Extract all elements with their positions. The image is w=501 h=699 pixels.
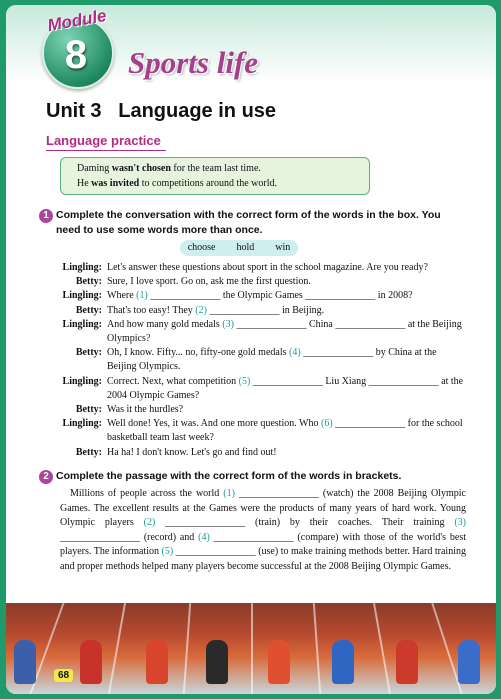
sprinter [332, 640, 354, 684]
speaker-name: Betty: [75, 276, 102, 288]
text-run: ______________ China ______________ at the Beijing Olympics? [107, 318, 462, 345]
speaker-name: Lingling: [62, 418, 102, 430]
blank-number: (1) [223, 488, 235, 499]
sprinter [396, 640, 418, 684]
speaker-name: Lingling: [62, 290, 102, 302]
utterance [107, 403, 464, 417]
sprinters-photo [6, 603, 496, 694]
text-run: to competitions around the world. [139, 178, 277, 189]
sprinter [206, 640, 228, 684]
dialog-line [46, 261, 464, 275]
speaker-name: Betty: [75, 347, 102, 359]
dialog-line [46, 446, 464, 460]
blank-number: (4) [289, 347, 301, 359]
utterance [107, 261, 464, 275]
utterance [107, 417, 464, 445]
text-run: Sure, I love sport. Go on, ask me the first question. [107, 276, 311, 288]
track-lane-line [183, 603, 191, 694]
textbook-page [6, 5, 496, 694]
module-title: Sports life [128, 45, 259, 80]
text-run: That's too easy! They [107, 304, 196, 316]
text-run: And how many gold medals [107, 318, 223, 330]
exercise-1-instruction [56, 208, 466, 238]
utterance [107, 446, 464, 460]
blank-number: (3) [222, 318, 234, 330]
blank-number: (2) [143, 517, 156, 529]
section-title: Language practice [46, 133, 161, 148]
utterance [107, 375, 464, 403]
dialog-line [46, 318, 464, 346]
speaker-name: Betty: [75, 404, 102, 416]
speaker-name: Lingling: [62, 262, 102, 273]
text-run: Where [107, 290, 137, 302]
utterance [107, 318, 464, 346]
exercise-1-instruction-line-1: Complete the conversation with the correct form of the words in the box. You [56, 209, 441, 221]
example-line-2 [77, 176, 369, 191]
text-run: for the team last time. [170, 163, 261, 174]
sprinter [80, 640, 102, 684]
sprinter [268, 640, 290, 684]
utterance [107, 289, 464, 303]
speaker-name: Betty: [75, 446, 102, 458]
speaker-name: Betty: [75, 304, 102, 316]
blank-number: (5) [238, 375, 251, 387]
utterance [107, 346, 464, 374]
dialog-line [46, 403, 464, 417]
dialog-line [46, 346, 464, 374]
text-run: He [77, 178, 92, 189]
exercise-2-instruction: Complete the passage with the correct form of the words in brackets. [56, 470, 402, 482]
dialog-line [46, 275, 464, 289]
track-lane-line [108, 603, 126, 694]
dialog-line [46, 375, 464, 403]
blank-number: (3) [454, 517, 466, 529]
utterance [107, 275, 464, 289]
blank-number: (5) [161, 546, 174, 558]
blank-number: (1) [136, 290, 148, 302]
text-run: Well done! Yes, it was. And one more question. Who [107, 418, 321, 430]
text-run: ______________ Liu Xiang ______________ at the 2004 Olympic Games? [107, 375, 464, 401]
word-box: choose hold win [180, 240, 298, 256]
emphasis-text: wasn't chosen [111, 163, 171, 174]
exercise-1-number: 1 [39, 209, 53, 223]
blank-number: (6) [321, 418, 333, 430]
dialog-line [46, 289, 464, 303]
unit-title: Unit 3 Language in use [46, 100, 277, 122]
exercise-2-passage [60, 487, 466, 575]
text-run: ______________ by China at the Beijing Olympics. [107, 347, 437, 373]
blank-number: (4) [198, 531, 210, 543]
dialog-line [46, 304, 464, 318]
text-run: ________________ (compare) with those of the world's best players. The information [60, 531, 466, 558]
speaker-name: Lingling: [62, 318, 102, 330]
speaker-name: Lingling: [62, 375, 102, 387]
text-run: ______________ the Olympic Games ______________ in 2008? [147, 290, 413, 302]
text-run: ________________ (watch) the 2008 Beijing Olympic Games. The excellent results at the Games were the products of many years of hard work. Young Olympic players [60, 488, 466, 529]
blank-number: (2) [195, 304, 207, 316]
exercise-1-instruction-line-2: need to use some words more than once. [56, 224, 263, 236]
track-lane-line [373, 603, 391, 694]
sprinter [14, 640, 36, 684]
example-line-1 [77, 161, 369, 176]
utterance [107, 304, 464, 318]
module-number: 8 [64, 33, 88, 77]
sprinter [458, 640, 480, 684]
text-run: Ha ha! I don't know. Let's go and find out! [107, 446, 277, 458]
text-run: ________________ (record) and [60, 531, 199, 543]
dialog-line [46, 417, 464, 445]
track-lane-line [313, 603, 321, 694]
text-run: Correct. Next, what competition [107, 375, 239, 387]
exercise-2-number: 2 [39, 470, 53, 484]
module-word: Module [45, 5, 108, 36]
text-run: ________________ (use) to make training methods better. Hard training and proper methods helped many players become successful at the 2008 Beijing Olympic Games. [60, 546, 466, 572]
track-lane-line [251, 603, 253, 694]
text-run: ______________ in Beijing. [206, 304, 325, 316]
text-run: ______________ for the school basketball team last week? [107, 418, 463, 444]
text-run: Was it the hurdles? [107, 404, 184, 416]
grammar-example-box [60, 157, 370, 195]
conversation [46, 261, 464, 460]
text-run: Millions of people across the world [70, 488, 224, 499]
sprinter [146, 640, 168, 684]
page-number: 68 [54, 669, 73, 682]
text-run: ________________ (train) by their coaches. Their training [155, 517, 455, 529]
text-run: Let's answer these questions about sport in the school magazine. Are you ready? [107, 262, 428, 273]
text-run: Daming [77, 163, 112, 174]
section-underline [46, 150, 166, 151]
emphasis-text: was invited [91, 178, 140, 189]
text-run: Oh, I know. Fifty... no, fifty-one gold medals [107, 347, 290, 359]
